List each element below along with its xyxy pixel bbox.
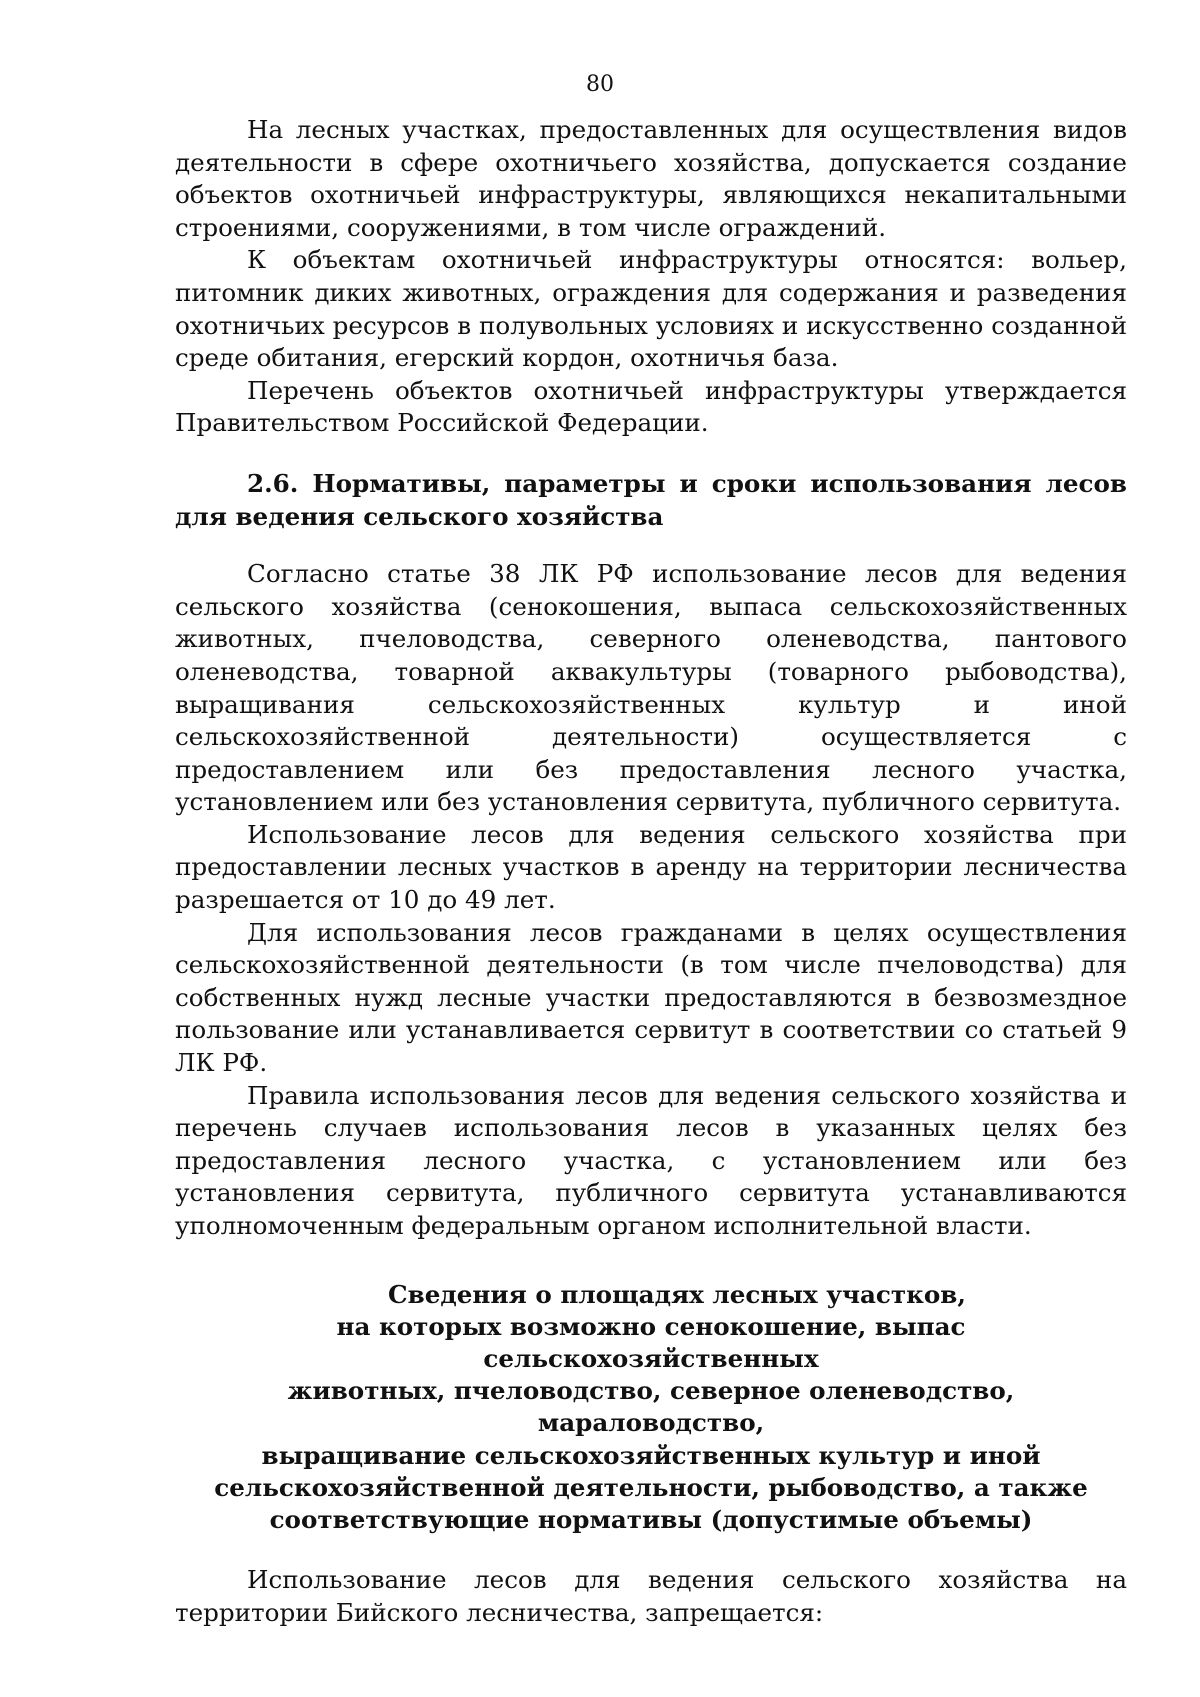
page-content [175, 114, 1127, 1629]
paragraph-article-38: Согласно статье 38 ЛК РФ использование лесов для ведения сельского хозяйства (сенокошения, выпаса сельскохозяйственных животных, пчеловодства, северного оленеводства, пантового оленеводства, товарной аквакультуры (товарного рыбоводства), выращивания сельскохозяйственных культур и иной сельскохозяйственной деятельности) осуществляется с предоставлением или без предоставления лесного участка, установлением или без установления сервитута, публичного сервитута. [175, 559, 1127, 817]
block-heading-line: животных, пчеловодство, северное оленеводство, мараловодство, [287, 1376, 1015, 1438]
paragraph-citizens-use: Для использования лесов гражданами в целях осуществления сельскохозяйственной деятельности (в том числе пчеловодства) для собственных нужд лесные участки предоставляются в безвозмездное пользование или устанавливается сервитут в соответствии со статьей 9 ЛК РФ. [175, 917, 1127, 1078]
paragraph-hunting-infrastructure-allowed: На лесных участках, предоставленных для осуществления видов деятельности в сфере охотничьего хозяйства, допускается создание объектов охотничьей инфраструктуры, являющихся некапитальными строениями, сооружениями, в том числе ограждений. [175, 115, 1127, 242]
paragraph-rules: Правила использования лесов для ведения сельского хозяйства и перечень случаев использования лесов в указанных целях без предоставления лесного участка, с установлением или без установления сервитута, публичного сервитута устанавливаются уполномоченным федеральным органом исполнительной власти. [175, 1080, 1127, 1240]
paragraph-hunting-infrastructure-list: Перечень объектов охотничьей инфраструктуры утверждается Правительством Российской Федерации. [175, 375, 1127, 438]
block-heading-line: соответствующие нормативы (допустимые объемы) [269, 1505, 1033, 1535]
block-heading-line: на которых возможно сенокошение, выпас сельскохозяйственных [336, 1311, 966, 1373]
page-number: 80 [586, 72, 614, 97]
block-heading-line: выращивание сельскохозяйственных культур и иной [261, 1440, 1041, 1470]
section-heading-2-6: 2.6. Нормативы, параметры и сроки использования лесов для ведения сельского хозяйства [175, 468, 1127, 531]
block-heading-areas-info [175, 1279, 1127, 1537]
paragraph-lease-term: Использование лесов для ведения сельского хозяйства при предоставлении лесных участков в аренду на территории лесничества разрешается от 10 до 49 лет. [175, 819, 1127, 915]
block-heading-line: сельскохозяйственной деятельности, рыбоводство, а также [214, 1472, 1088, 1502]
block-heading-line: Сведения о площадях лесных участков, [388, 1279, 966, 1309]
paragraph-biysk-prohibition: Использование лесов для ведения сельского хозяйства на территории Бийского лесничества, запрещается: [175, 1565, 1127, 1627]
paragraph-hunting-infrastructure-objects: К объектам охотничьей инфраструктуры относятся: вольер, питомник диких животных, ограждения для содержания и разведения охотничьих ресурсов в полувольных условиях и искусственно созданной среде обитания, егерский кордон, охотничья база. [175, 245, 1127, 373]
